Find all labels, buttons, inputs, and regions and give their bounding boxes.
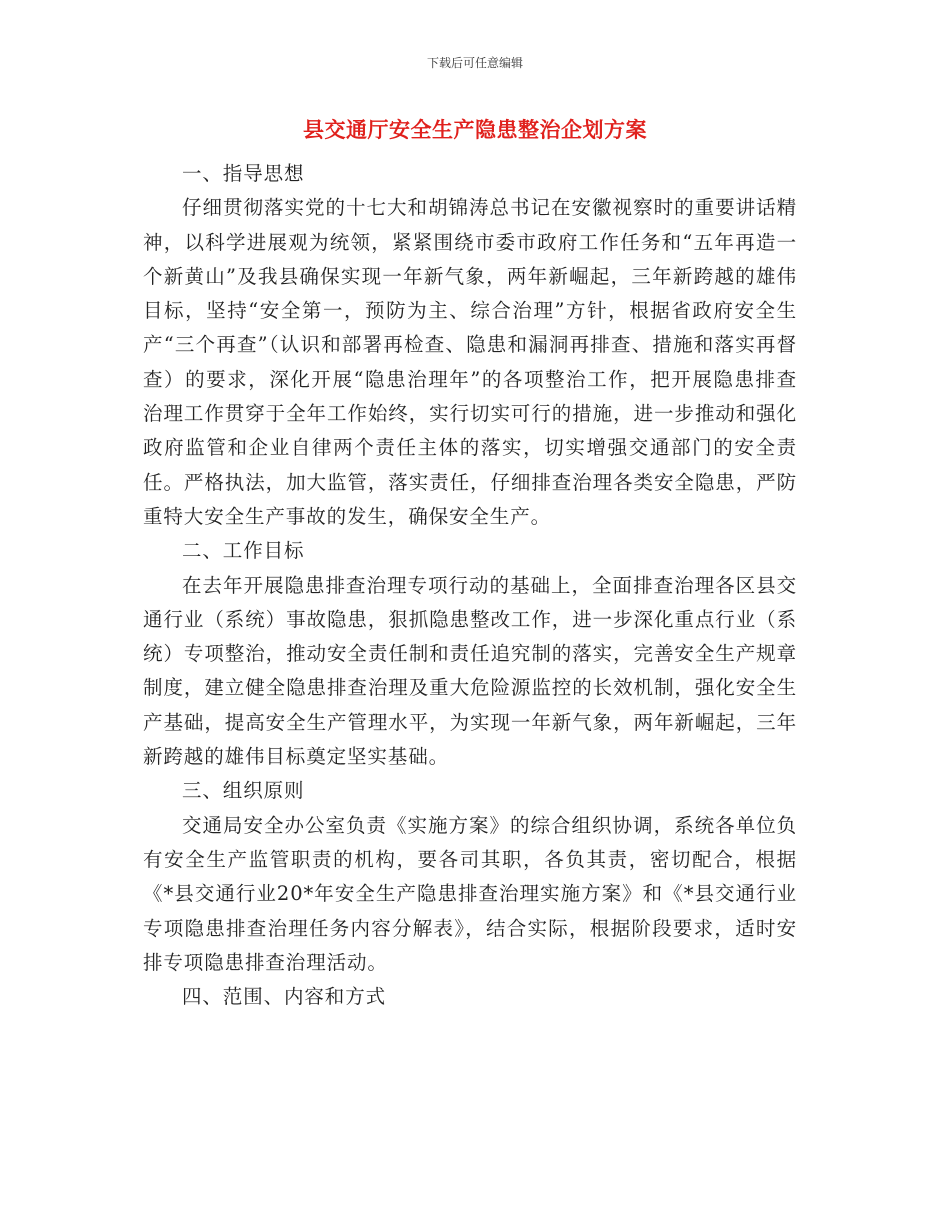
paragraph-work-goals: 在去年开展隐患排查治理专项行动的基础上，全面排查治理各区县交通行业（系统）事故隐患，狠抓隐患整改工作，进一步深化重点行业（系统）专项整治，推动安全责任制和责任追究制的落实，完善安全生产规章制度，建立健全隐患排查治理及重大危险源监控的长效机制，强化安全生产基础，提高安全生产管理水平，为实现一年新气象，两年新崛起，三年新跨越的雄伟目标奠定坚实基础。 — [143, 573, 797, 769]
section-heading-organization-principles: 三、组织原则 — [182, 779, 305, 803]
document-body — [143, 157, 797, 1014]
paragraph-organization-principles: 交通局安全办公室负责《实施方案》的综合组织协调，系统各单位负有安全生产监管职责的机构，要各司其职，各负其责，密切配合，根据《*县交通行业20*年安全生产隐患排查治理实施方案》和《*县交通行业专项隐患排查治理任务内容分解表》，结合实际，根据阶段要求，适时安排专项隐患排查治理活动。 — [143, 813, 797, 974]
section-heading-guiding-ideology: 一、指导思想 — [182, 162, 305, 185]
header-note: 下载后可任意编辑 — [426, 56, 523, 70]
paragraph-guiding-ideology: 仔细贯彻落实党的十七大和胡锦涛总书记在安徽视察时的重要讲话精神，以科学进展观为统领，紧紧围绕市委市政府工作任务和“五年再造一个新黄山”及我县确保实现一年新气象，两年新崛起，三年新跨越的雄伟目标，坚持“安全第一，预防为主、综合治理”方针，根据省政府安全生产“三个再查”（认识和部署再检查、隐患和漏洞再排查、措施和落实再督查）的要求，深化开展“隐患治理年”的各项整治工作，把开展隐患排查治理工作贯穿于全年工作始终，实行切实可行的措施，进一步推动和强化政府监管和企业自律两个责任主体的落实，切实增强交通部门的安全责任。严格执法，加大监管，落实责任，仔细排查治理各类安全隐患，严防重特大安全生产事故的发生，确保安全生产。 — [143, 196, 797, 528]
document-title: 县交通厅安全生产隐患整治企划方案 — [303, 117, 647, 142]
section-heading-work-goals: 二、工作目标 — [182, 539, 305, 563]
section-heading-scope-content-method: 四、范围、内容和方式 — [182, 985, 387, 1009]
